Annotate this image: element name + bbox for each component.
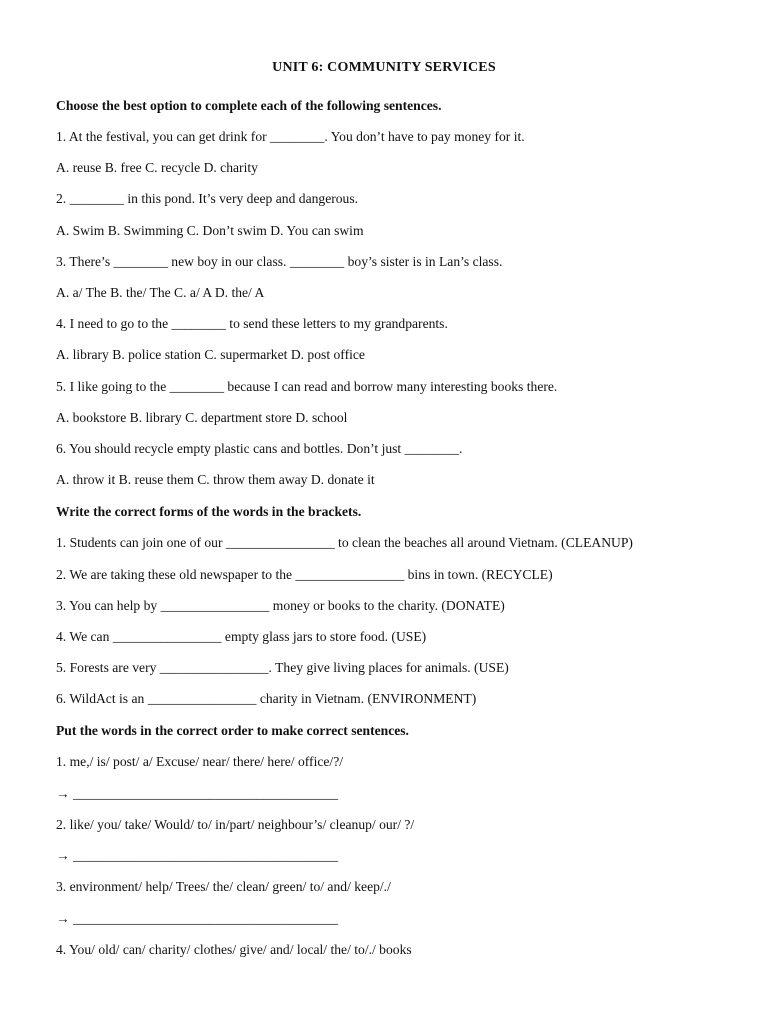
question-text: 3. There’s ________ new boy in our class. ________ boy’s sister is in Lan’s class. (56, 254, 503, 269)
question-text: 1. At the festival, you can get drink for ________. You don’t have to pay money for it. (56, 129, 525, 144)
word-order-item: 3. environment/ help/ Trees/ the/ clean/ green/ to/ and/ keep/./ (56, 879, 391, 894)
word-order-item: 2. like/ you/ take/ Would/ to/ in/part/ neighbour’s/ cleanup/ our/ ?/ (56, 817, 415, 832)
section-heading: Put the words in the correct order to make correct sentences. (56, 723, 409, 738)
word-form-item: 3. You can help by ________________ money or books to the charity. (DONATE) (56, 598, 505, 613)
question-text: 5. I like going to the ________ because I can read and borrow many interesting books there. (56, 379, 558, 394)
page-title: UNIT 6: COMMUNITY SERVICES (272, 60, 496, 75)
word-form-item: 1. Students can join one of our ________________ to clean the beaches all around Vietnam. (CLEANUP) (56, 535, 633, 550)
answer-options: A. library B. police station C. supermarket D. post office (56, 347, 365, 362)
question-text: 4. I need to go to the ________ to send these letters to my grandparents. (56, 316, 448, 331)
answer-options: A. throw it B. reuse them C. throw them away D. donate it (56, 472, 375, 487)
section-heading: Choose the best option to complete each of the following sentences. (56, 98, 442, 113)
question-text: 2. ________ in this pond. It’s very deep and dangerous. (56, 191, 359, 206)
answer-options: A. reuse B. free C. recycle D. charity (56, 160, 258, 175)
word-form-item: 4. We can ________________ empty glass jars to store food. (USE) (56, 629, 427, 644)
word-order-item: 1. me,/ is/ post/ a/ Excuse/ near/ there/ here/ office/?/ (56, 754, 344, 769)
word-form-item: 6. WildAct is an ________________ charity in Vietnam. (ENVIRONMENT) (56, 691, 477, 706)
answer-line: → _______________________________________ (56, 911, 339, 926)
word-form-item: 5. Forests are very ________________. They give living places for animals. (USE) (56, 660, 509, 675)
answer-options: A. Swim B. Swimming C. Don’t swim D. You can swim (56, 223, 364, 238)
answer-options: A. bookstore B. library C. department store D. school (56, 410, 348, 425)
section-heading: Write the correct forms of the words in the brackets. (56, 504, 362, 519)
answer-line: → _______________________________________ (56, 786, 339, 801)
answer-options: A. a/ The B. the/ The C. a/ A D. the/ A (56, 285, 265, 300)
word-order-item: 4. You/ old/ can/ charity/ clothes/ give/ and/ local/ the/ to/./ books (56, 942, 412, 957)
answer-line: → _______________________________________ (56, 848, 339, 863)
question-text: 6. You should recycle empty plastic cans and bottles. Don’t just ________. (56, 441, 463, 456)
word-form-item: 2. We are taking these old newspaper to the ________________ bins in town. (RECYCLE) (56, 567, 553, 582)
